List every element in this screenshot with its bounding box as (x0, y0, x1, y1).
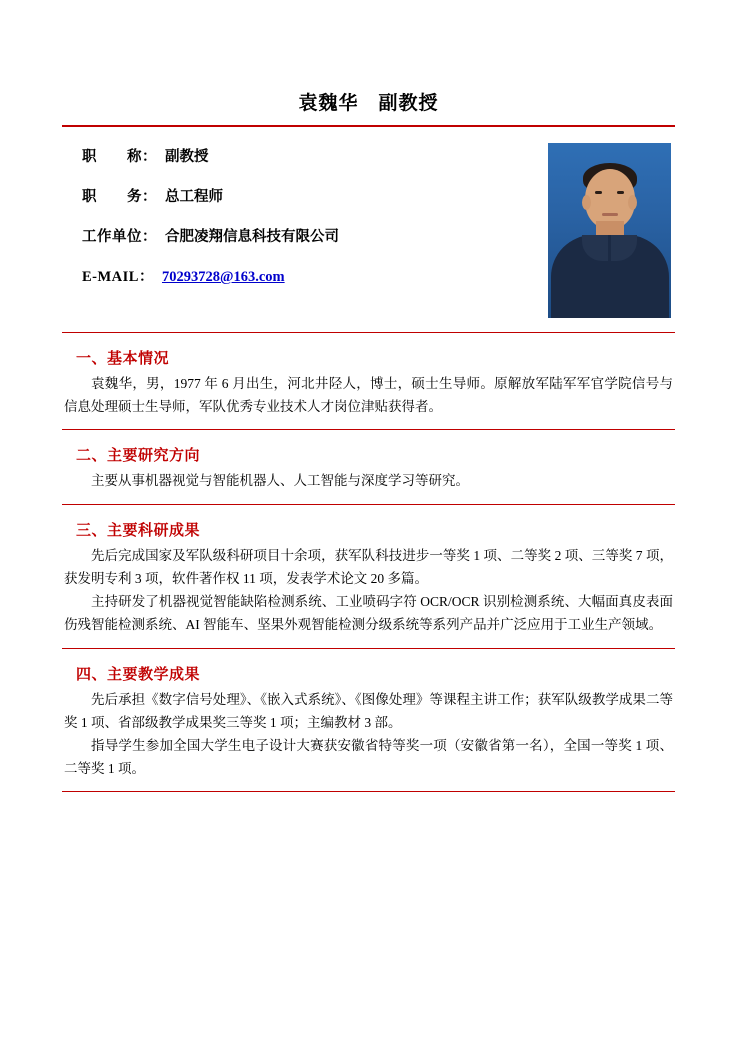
photo-eye-left (595, 191, 602, 194)
field-label-title: 职 称： (82, 149, 157, 165)
photo-ear-left (582, 195, 591, 210)
email-link[interactable]: 70293728@163.com (161, 269, 285, 285)
section-research-achievements (62, 505, 675, 648)
section-basic-info (62, 333, 675, 429)
photo-eye-right (617, 191, 624, 194)
paragraph: 主要从事机器视觉与智能机器人、人工智能与深度学习等研究。 (91, 473, 469, 489)
photo-ear-right (628, 195, 637, 210)
section-heading-3: 三、主要科研成果 (76, 521, 201, 539)
section-teaching-achievements (62, 649, 675, 792)
field-row-position (82, 185, 548, 206)
field-row-organization (82, 225, 548, 246)
section-heading-1: 一、基本情况 (76, 350, 170, 367)
section-body-2 (62, 469, 675, 503)
photo-mouth (602, 213, 618, 216)
field-value-title: 副教授 (165, 149, 209, 165)
paragraph: 主持研发了机器视觉智能缺陷检测系统、工业喷码字符 OCR/OCR 识别检测系统、大幅面真皮表面伤残智能检测系统、AI 智能车、坚果外观智能检测分级系统等系列产品并广泛应用于工业生产领域。 (64, 594, 673, 633)
field-row-title (82, 145, 548, 166)
field-value-organization: 合肥凌翔信息科技有限公司 (165, 229, 339, 245)
profile-fields (62, 145, 548, 290)
section-research-directions (62, 430, 675, 503)
field-label-position: 职 务： (82, 189, 157, 205)
field-row-email (82, 265, 548, 286)
field-label-organization: 工作单位： (82, 229, 157, 245)
photo-head (585, 169, 635, 229)
paragraph: 指导学生参加全国大学生电子设计大赛获安徽省特等奖一项（安徽省第一名），全国一等奖 1 项、二等奖 1 项。 (64, 737, 673, 777)
paragraph: 先后承担《数字信号处理》、《嵌入式系统》、《图像处理》等课程主讲工作；获军队级教学成果二等奖 1 项、省部级教学成果奖三等奖 1 项；主编教材 3 部。 (64, 691, 673, 730)
section-heading-4: 四、主要教学成果 (76, 665, 201, 683)
paragraph: 先后完成国家及军队级科研项目十余项，获军队科技进步一等奖 1 项、二等奖 2 项、三等奖 7 项，获发明专利 3 项，软件著作权 11 项，发表学术论文 20 多篇。 (64, 547, 673, 586)
section-heading-2: 二、主要研究方向 (76, 447, 201, 465)
field-label-email: E-MAIL： (82, 269, 154, 285)
divider-bottom (62, 791, 675, 792)
paragraph: 袁魏华，男，1977 年 6 月出生，河北井陉人，博士，硕士生导师。原解放军陆军军官学院信号与信息处理硕士生导师，军队优秀专业技术人才岗位津贴获得者。 (64, 376, 673, 415)
section-body-4 (62, 688, 675, 792)
page-title: 袁魏华 副教授 (298, 93, 439, 114)
profile-photo (548, 143, 671, 318)
profile-info-block (62, 127, 675, 332)
section-body-1 (62, 372, 675, 429)
section-body-3 (62, 544, 675, 648)
field-value-position: 总工程师 (165, 189, 223, 205)
photo-shirt (551, 235, 669, 318)
